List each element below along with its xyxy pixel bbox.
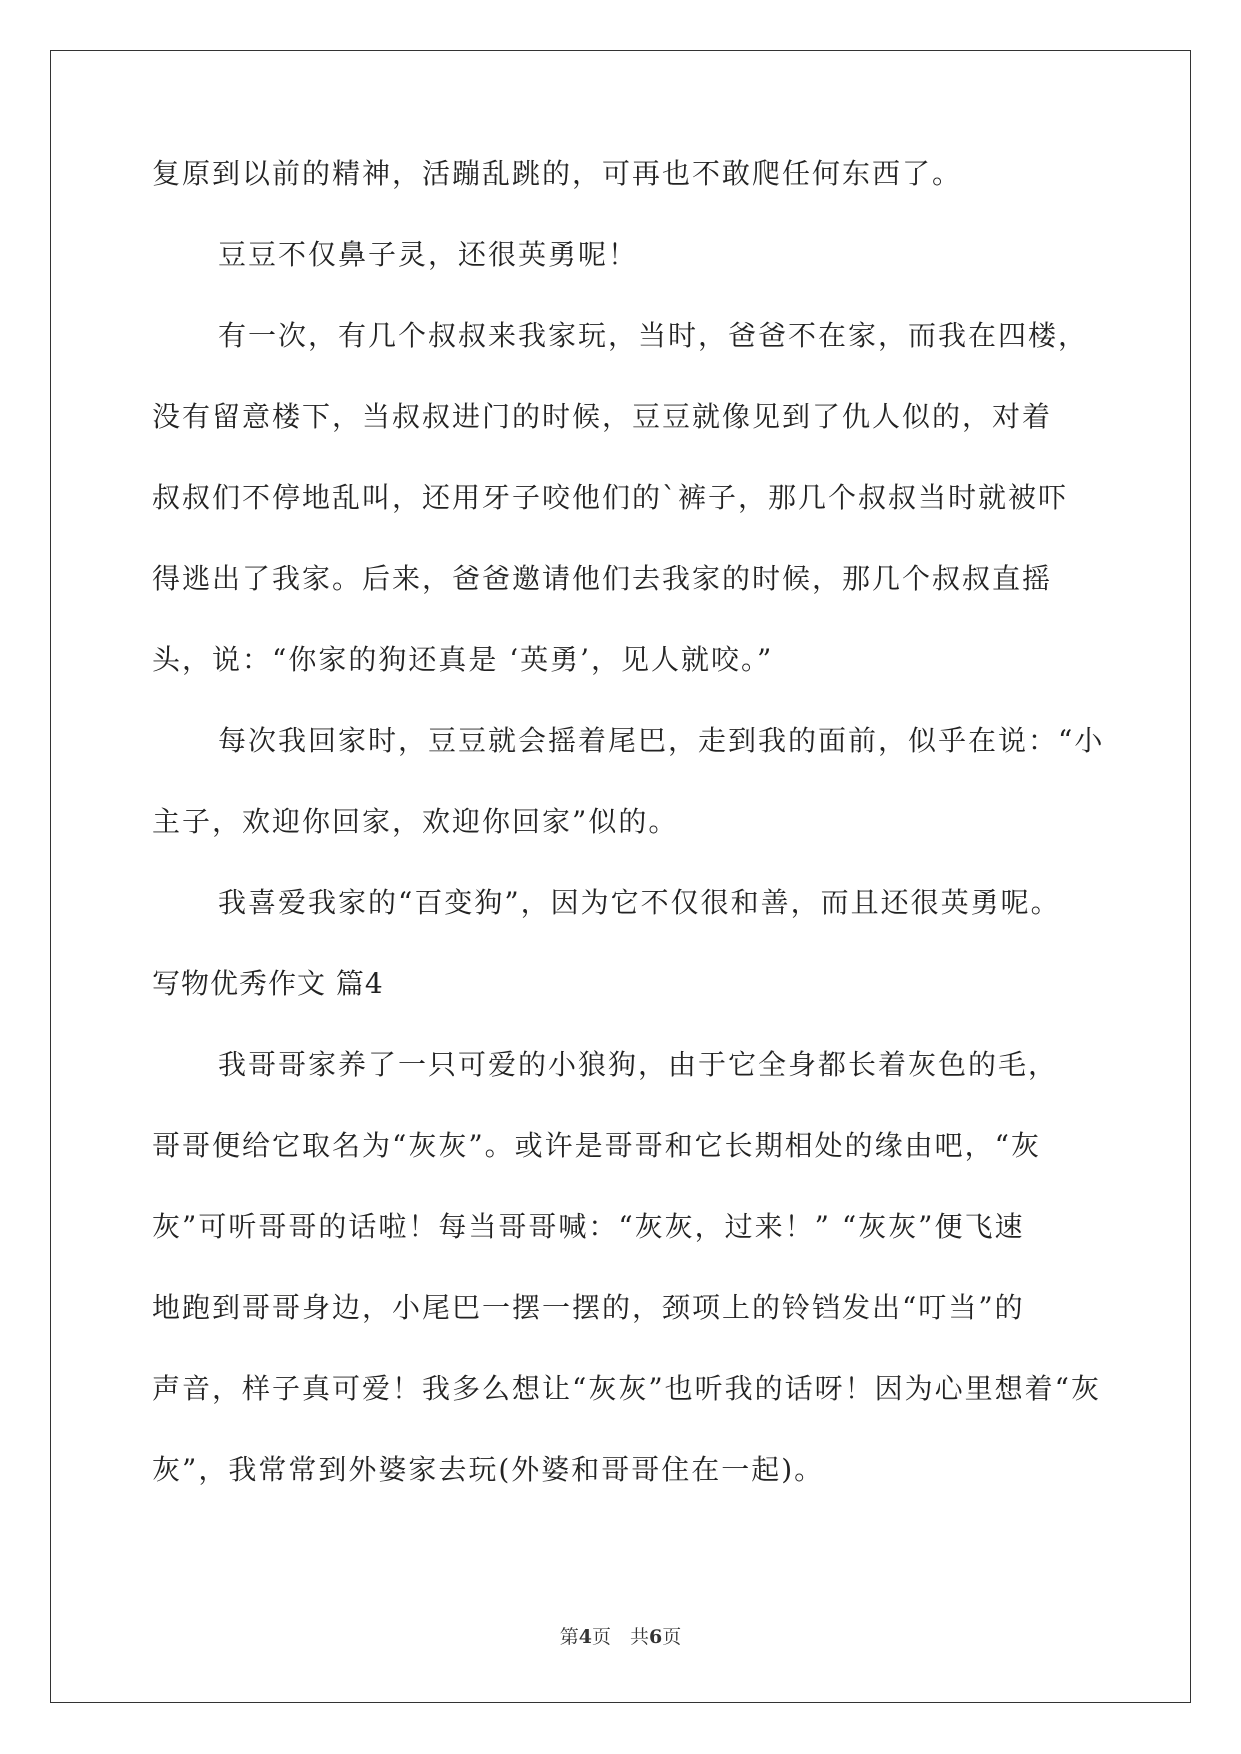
- current-page-number: 4: [578, 1626, 592, 1648]
- text-line: 头，说：“你家的狗还真是 ‘英勇’，见人就咬。”: [152, 643, 774, 676]
- text-line: 灰”可听哥哥的话啦！每当哥哥喊：“灰灰，过来！” “灰灰”便飞速: [152, 1210, 1025, 1243]
- page-footer: [0, 1622, 1241, 1649]
- footer-prefix: 第: [559, 1626, 579, 1648]
- text-line: 叔叔们不停地乱叫，还用牙子咬他们的`裤子，那几个叔叔当时就被吓: [152, 481, 1069, 514]
- section-heading: 写物优秀作文 篇4: [152, 967, 384, 1000]
- text-line: 得逃出了我家。后来，爸爸邀请他们去我家的时候，那几个叔叔直摇: [152, 562, 1053, 595]
- text-line: 地跑到哥哥身边，小尾巴一摆一摆的，颈项上的铃铛发出“叮当”的: [152, 1291, 1025, 1324]
- text-line: 豆豆不仅鼻子灵，还很英勇呢！: [218, 238, 639, 271]
- text-line: 没有留意楼下，当叔叔进门的时候，豆豆就像见到了仇人似的，对着: [152, 400, 1053, 433]
- text-line: 有一次，有几个叔叔来我家玩，当时，爸爸不在家，而我在四楼，: [218, 319, 1089, 352]
- text-line: 灰”，我常常到外婆家去玩(外婆和哥哥住在一起)。: [152, 1453, 825, 1486]
- text-line: 哥哥便给它取名为“灰灰”。或许是哥哥和它长期相处的缘由吧，“灰: [152, 1129, 1041, 1162]
- text-line: 我哥哥家养了一只可爱的小狼狗，由于它全身都长着灰色的毛，: [218, 1048, 1059, 1081]
- text-line: 声音，样子真可爱！我多么想让“灰灰”也听我的话呀！因为心里想着“灰: [152, 1372, 1101, 1405]
- text-line: 我喜爱我家的“百变狗”，因为它不仅很和善，而且还很英勇呢。: [218, 886, 1061, 919]
- footer-suffix: 页: [662, 1626, 682, 1648]
- total-page-number: 6: [649, 1626, 663, 1648]
- text-line: 每次我回家时，豆豆就会摇着尾巴，走到我的面前，似乎在说：“小: [218, 724, 1105, 757]
- text-line: 复原到以前的精神，活蹦乱跳的，可再也不敢爬任何东西了。: [152, 157, 963, 190]
- document-body: [152, 157, 1105, 1537]
- text-line: 主子，欢迎你回家，欢迎你回家”似的。: [152, 805, 679, 838]
- footer-middle: 页 共: [591, 1626, 649, 1648]
